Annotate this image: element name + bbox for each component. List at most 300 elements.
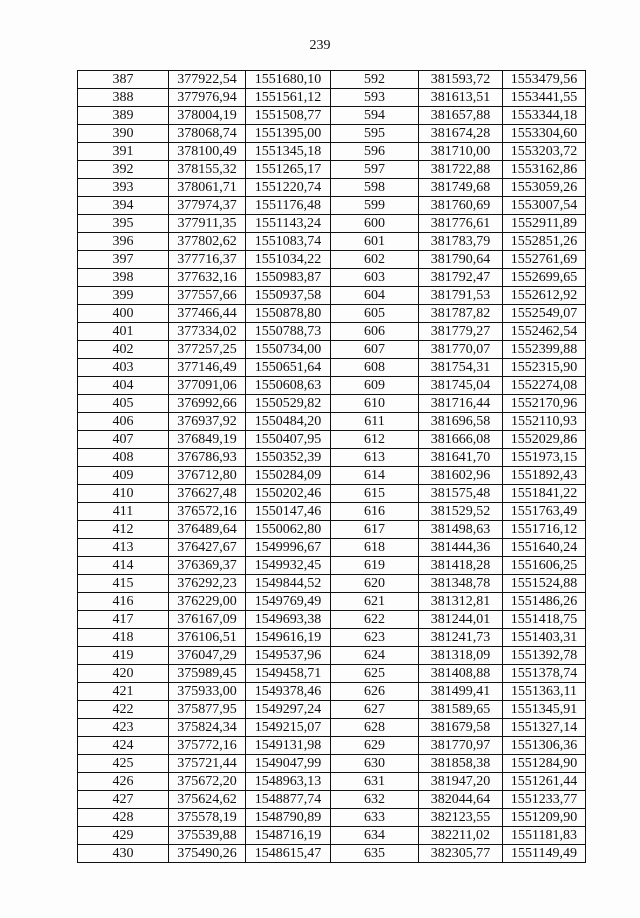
x-coordinate-cell: 381348,78 <box>419 575 503 593</box>
x-coordinate-cell: 375877,95 <box>169 701 246 719</box>
x-coordinate-cell: 375490,26 <box>169 845 246 863</box>
table-row <box>78 197 586 215</box>
y-coordinate-cell: 1551363,11 <box>503 683 586 701</box>
x-coordinate-cell: 375578,19 <box>169 809 246 827</box>
table-row <box>78 377 586 395</box>
x-coordinate-cell: 381408,88 <box>419 665 503 683</box>
y-coordinate-cell: 1550062,80 <box>246 521 331 539</box>
x-coordinate-cell: 377922,54 <box>169 71 246 89</box>
x-coordinate-cell: 381749,68 <box>419 179 503 197</box>
x-coordinate-cell: 382211,02 <box>419 827 503 845</box>
point-number-cell: 614 <box>331 467 419 485</box>
x-coordinate-cell: 381666,08 <box>419 431 503 449</box>
x-coordinate-cell: 381613,51 <box>419 89 503 107</box>
point-number-cell: 613 <box>331 449 419 467</box>
point-number-cell: 617 <box>331 521 419 539</box>
x-coordinate-cell: 377974,37 <box>169 197 246 215</box>
point-number-cell: 414 <box>78 557 169 575</box>
x-coordinate-cell: 376489,64 <box>169 521 246 539</box>
point-number-cell: 394 <box>78 197 169 215</box>
x-coordinate-cell: 375989,45 <box>169 665 246 683</box>
point-number-cell: 419 <box>78 647 169 665</box>
y-coordinate-cell: 1548963,13 <box>246 773 331 791</box>
point-number-cell: 607 <box>331 341 419 359</box>
x-coordinate-cell: 381529,52 <box>419 503 503 521</box>
y-coordinate-cell: 1552851,26 <box>503 233 586 251</box>
y-coordinate-cell: 1553304,60 <box>503 125 586 143</box>
y-coordinate-cell: 1549616,19 <box>246 629 331 647</box>
table-row <box>78 359 586 377</box>
x-coordinate-cell: 378004,19 <box>169 107 246 125</box>
point-number-cell: 601 <box>331 233 419 251</box>
point-number-cell: 415 <box>78 575 169 593</box>
table-row <box>78 719 586 737</box>
x-coordinate-cell: 381791,53 <box>419 287 503 305</box>
point-number-cell: 411 <box>78 503 169 521</box>
y-coordinate-cell: 1549131,98 <box>246 737 331 755</box>
table-row <box>78 287 586 305</box>
y-coordinate-cell: 1552029,86 <box>503 431 586 449</box>
point-number-cell: 619 <box>331 557 419 575</box>
table-row <box>78 773 586 791</box>
table-row <box>78 467 586 485</box>
x-coordinate-cell: 378100,49 <box>169 143 246 161</box>
y-coordinate-cell: 1551345,18 <box>246 143 331 161</box>
point-number-cell: 387 <box>78 71 169 89</box>
point-number-cell: 631 <box>331 773 419 791</box>
y-coordinate-cell: 1550529,82 <box>246 395 331 413</box>
x-coordinate-cell: 381589,65 <box>419 701 503 719</box>
point-number-cell: 616 <box>331 503 419 521</box>
x-coordinate-cell: 381657,88 <box>419 107 503 125</box>
x-coordinate-cell: 381641,70 <box>419 449 503 467</box>
y-coordinate-cell: 1550202,46 <box>246 485 331 503</box>
y-coordinate-cell: 1550734,00 <box>246 341 331 359</box>
y-coordinate-cell: 1548790,89 <box>246 809 331 827</box>
y-coordinate-cell: 1550937,58 <box>246 287 331 305</box>
y-coordinate-cell: 1552612,92 <box>503 287 586 305</box>
y-coordinate-cell: 1553162,86 <box>503 161 586 179</box>
x-coordinate-cell: 376937,92 <box>169 413 246 431</box>
y-coordinate-cell: 1551973,15 <box>503 449 586 467</box>
point-number-cell: 624 <box>331 647 419 665</box>
y-coordinate-cell: 1549932,45 <box>246 557 331 575</box>
coordinates-table <box>77 70 586 863</box>
x-coordinate-cell: 375672,20 <box>169 773 246 791</box>
x-coordinate-cell: 381241,73 <box>419 629 503 647</box>
x-coordinate-cell: 381318,09 <box>419 647 503 665</box>
x-coordinate-cell: 381696,58 <box>419 413 503 431</box>
x-coordinate-cell: 376786,93 <box>169 449 246 467</box>
y-coordinate-cell: 1551083,74 <box>246 233 331 251</box>
x-coordinate-cell: 381498,63 <box>419 521 503 539</box>
point-number-cell: 426 <box>78 773 169 791</box>
x-coordinate-cell: 377911,35 <box>169 215 246 233</box>
point-number-cell: 606 <box>331 323 419 341</box>
x-coordinate-cell: 377334,02 <box>169 323 246 341</box>
y-coordinate-cell: 1550407,95 <box>246 431 331 449</box>
y-coordinate-cell: 1549047,99 <box>246 755 331 773</box>
point-number-cell: 627 <box>331 701 419 719</box>
point-number-cell: 596 <box>331 143 419 161</box>
x-coordinate-cell: 375721,44 <box>169 755 246 773</box>
point-number-cell: 605 <box>331 305 419 323</box>
point-number-cell: 593 <box>331 89 419 107</box>
y-coordinate-cell: 1550484,20 <box>246 413 331 431</box>
x-coordinate-cell: 381722,88 <box>419 161 503 179</box>
x-coordinate-cell: 377557,66 <box>169 287 246 305</box>
y-coordinate-cell: 1551680,10 <box>246 71 331 89</box>
table-row <box>78 593 586 611</box>
table-row <box>78 431 586 449</box>
point-number-cell: 388 <box>78 89 169 107</box>
y-coordinate-cell: 1549996,67 <box>246 539 331 557</box>
point-number-cell: 430 <box>78 845 169 863</box>
point-number-cell: 396 <box>78 233 169 251</box>
y-coordinate-cell: 1551149,49 <box>503 845 586 863</box>
x-coordinate-cell: 377802,62 <box>169 233 246 251</box>
x-coordinate-cell: 376849,19 <box>169 431 246 449</box>
y-coordinate-cell: 1551181,83 <box>503 827 586 845</box>
point-number-cell: 612 <box>331 431 419 449</box>
y-coordinate-cell: 1551176,48 <box>246 197 331 215</box>
x-coordinate-cell: 381760,69 <box>419 197 503 215</box>
y-coordinate-cell: 1551716,12 <box>503 521 586 539</box>
y-coordinate-cell: 1552911,89 <box>503 215 586 233</box>
y-coordinate-cell: 1553203,72 <box>503 143 586 161</box>
y-coordinate-cell: 1549297,24 <box>246 701 331 719</box>
point-number-cell: 427 <box>78 791 169 809</box>
point-number-cell: 420 <box>78 665 169 683</box>
y-coordinate-cell: 1552699,65 <box>503 269 586 287</box>
x-coordinate-cell: 377257,25 <box>169 341 246 359</box>
point-number-cell: 421 <box>78 683 169 701</box>
point-number-cell: 620 <box>331 575 419 593</box>
point-number-cell: 405 <box>78 395 169 413</box>
y-coordinate-cell: 1551284,90 <box>503 755 586 773</box>
table-row <box>78 611 586 629</box>
point-number-cell: 416 <box>78 593 169 611</box>
point-number-cell: 402 <box>78 341 169 359</box>
point-number-cell: 626 <box>331 683 419 701</box>
y-coordinate-cell: 1552549,07 <box>503 305 586 323</box>
x-coordinate-cell: 378155,32 <box>169 161 246 179</box>
point-number-cell: 389 <box>78 107 169 125</box>
table-row <box>78 449 586 467</box>
x-coordinate-cell: 381947,20 <box>419 773 503 791</box>
point-number-cell: 407 <box>78 431 169 449</box>
point-number-cell: 625 <box>331 665 419 683</box>
x-coordinate-cell: 382305,77 <box>419 845 503 863</box>
y-coordinate-cell: 1551606,25 <box>503 557 586 575</box>
table-row <box>78 125 586 143</box>
x-coordinate-cell: 376167,09 <box>169 611 246 629</box>
table-row <box>78 251 586 269</box>
point-number-cell: 609 <box>331 377 419 395</box>
point-number-cell: 428 <box>78 809 169 827</box>
y-coordinate-cell: 1553479,56 <box>503 71 586 89</box>
x-coordinate-cell: 381710,00 <box>419 143 503 161</box>
x-coordinate-cell: 376712,80 <box>169 467 246 485</box>
x-coordinate-cell: 381783,79 <box>419 233 503 251</box>
x-coordinate-cell: 381779,27 <box>419 323 503 341</box>
point-number-cell: 611 <box>331 413 419 431</box>
point-number-cell: 400 <box>78 305 169 323</box>
table-row <box>78 413 586 431</box>
y-coordinate-cell: 1551640,24 <box>503 539 586 557</box>
y-coordinate-cell: 1549458,71 <box>246 665 331 683</box>
y-coordinate-cell: 1551143,24 <box>246 215 331 233</box>
x-coordinate-cell: 375539,88 <box>169 827 246 845</box>
table-row <box>78 179 586 197</box>
y-coordinate-cell: 1548716,19 <box>246 827 331 845</box>
point-number-cell: 391 <box>78 143 169 161</box>
y-coordinate-cell: 1552170,96 <box>503 395 586 413</box>
x-coordinate-cell: 376229,00 <box>169 593 246 611</box>
x-coordinate-cell: 381787,82 <box>419 305 503 323</box>
y-coordinate-cell: 1551392,78 <box>503 647 586 665</box>
y-coordinate-cell: 1550147,46 <box>246 503 331 521</box>
table-row <box>78 755 586 773</box>
x-coordinate-cell: 382044,64 <box>419 791 503 809</box>
x-coordinate-cell: 381745,04 <box>419 377 503 395</box>
table-row <box>78 485 586 503</box>
table-row <box>78 665 586 683</box>
point-number-cell: 599 <box>331 197 419 215</box>
point-number-cell: 395 <box>78 215 169 233</box>
table-row <box>78 809 586 827</box>
point-number-cell: 628 <box>331 719 419 737</box>
point-number-cell: 629 <box>331 737 419 755</box>
y-coordinate-cell: 1553007,54 <box>503 197 586 215</box>
x-coordinate-cell: 381858,38 <box>419 755 503 773</box>
y-coordinate-cell: 1551261,44 <box>503 773 586 791</box>
y-coordinate-cell: 1553344,18 <box>503 107 586 125</box>
x-coordinate-cell: 381776,61 <box>419 215 503 233</box>
y-coordinate-cell: 1549769,49 <box>246 593 331 611</box>
y-coordinate-cell: 1551561,12 <box>246 89 331 107</box>
x-coordinate-cell: 376292,23 <box>169 575 246 593</box>
y-coordinate-cell: 1552315,90 <box>503 359 586 377</box>
table-row <box>78 215 586 233</box>
point-number-cell: 422 <box>78 701 169 719</box>
point-number-cell: 390 <box>78 125 169 143</box>
point-number-cell: 406 <box>78 413 169 431</box>
point-number-cell: 598 <box>331 179 419 197</box>
table-row <box>78 107 586 125</box>
table-row <box>78 629 586 647</box>
point-number-cell: 603 <box>331 269 419 287</box>
point-number-cell: 633 <box>331 809 419 827</box>
table-row <box>78 395 586 413</box>
table-row <box>78 503 586 521</box>
y-coordinate-cell: 1549693,38 <box>246 611 331 629</box>
y-coordinate-cell: 1550608,63 <box>246 377 331 395</box>
x-coordinate-cell: 376369,37 <box>169 557 246 575</box>
table-row <box>78 557 586 575</box>
point-number-cell: 622 <box>331 611 419 629</box>
point-number-cell: 623 <box>331 629 419 647</box>
y-coordinate-cell: 1549378,46 <box>246 683 331 701</box>
point-number-cell: 397 <box>78 251 169 269</box>
table-row <box>78 143 586 161</box>
y-coordinate-cell: 1551508,77 <box>246 107 331 125</box>
point-number-cell: 597 <box>331 161 419 179</box>
y-coordinate-cell: 1551524,88 <box>503 575 586 593</box>
y-coordinate-cell: 1549844,52 <box>246 575 331 593</box>
y-coordinate-cell: 1551841,22 <box>503 485 586 503</box>
table-row <box>78 737 586 755</box>
x-coordinate-cell: 376572,16 <box>169 503 246 521</box>
x-coordinate-cell: 381716,44 <box>419 395 503 413</box>
x-coordinate-cell: 381770,97 <box>419 737 503 755</box>
page-number: 239 <box>309 38 331 53</box>
point-number-cell: 392 <box>78 161 169 179</box>
y-coordinate-cell: 1549537,96 <box>246 647 331 665</box>
x-coordinate-cell: 381444,36 <box>419 539 503 557</box>
point-number-cell: 634 <box>331 827 419 845</box>
point-number-cell: 404 <box>78 377 169 395</box>
x-coordinate-cell: 381499,41 <box>419 683 503 701</box>
y-coordinate-cell: 1549215,07 <box>246 719 331 737</box>
x-coordinate-cell: 381792,47 <box>419 269 503 287</box>
y-coordinate-cell: 1551418,75 <box>503 611 586 629</box>
y-coordinate-cell: 1551892,43 <box>503 467 586 485</box>
x-coordinate-cell: 381593,72 <box>419 71 503 89</box>
x-coordinate-cell: 381602,96 <box>419 467 503 485</box>
x-coordinate-cell: 376627,48 <box>169 485 246 503</box>
x-coordinate-cell: 376106,51 <box>169 629 246 647</box>
x-coordinate-cell: 376992,66 <box>169 395 246 413</box>
table-row <box>78 845 586 863</box>
y-coordinate-cell: 1551327,14 <box>503 719 586 737</box>
table-row <box>78 827 586 845</box>
x-coordinate-cell: 378068,74 <box>169 125 246 143</box>
x-coordinate-cell: 376427,67 <box>169 539 246 557</box>
x-coordinate-cell: 375624,62 <box>169 791 246 809</box>
table-row <box>78 647 586 665</box>
point-number-cell: 412 <box>78 521 169 539</box>
point-number-cell: 615 <box>331 485 419 503</box>
y-coordinate-cell: 1551763,49 <box>503 503 586 521</box>
table-row <box>78 539 586 557</box>
point-number-cell: 429 <box>78 827 169 845</box>
table-row <box>78 323 586 341</box>
point-number-cell: 592 <box>331 71 419 89</box>
x-coordinate-cell: 381418,28 <box>419 557 503 575</box>
table-row <box>78 71 586 89</box>
x-coordinate-cell: 377976,94 <box>169 89 246 107</box>
point-number-cell: 401 <box>78 323 169 341</box>
y-coordinate-cell: 1553441,55 <box>503 89 586 107</box>
coordinates-table-body <box>78 71 586 863</box>
x-coordinate-cell: 381244,01 <box>419 611 503 629</box>
point-number-cell: 409 <box>78 467 169 485</box>
point-number-cell: 610 <box>331 395 419 413</box>
table-row <box>78 269 586 287</box>
point-number-cell: 393 <box>78 179 169 197</box>
x-coordinate-cell: 377466,44 <box>169 305 246 323</box>
point-number-cell: 621 <box>331 593 419 611</box>
x-coordinate-cell: 377091,06 <box>169 377 246 395</box>
point-number-cell: 425 <box>78 755 169 773</box>
y-coordinate-cell: 1551265,17 <box>246 161 331 179</box>
point-number-cell: 600 <box>331 215 419 233</box>
y-coordinate-cell: 1552462,54 <box>503 323 586 341</box>
y-coordinate-cell: 1551034,22 <box>246 251 331 269</box>
point-number-cell: 424 <box>78 737 169 755</box>
x-coordinate-cell: 381312,81 <box>419 593 503 611</box>
x-coordinate-cell: 377632,16 <box>169 269 246 287</box>
x-coordinate-cell: 377716,37 <box>169 251 246 269</box>
point-number-cell: 604 <box>331 287 419 305</box>
point-number-cell: 408 <box>78 449 169 467</box>
y-coordinate-cell: 1548877,74 <box>246 791 331 809</box>
y-coordinate-cell: 1552110,93 <box>503 413 586 431</box>
x-coordinate-cell: 378061,71 <box>169 179 246 197</box>
point-number-cell: 423 <box>78 719 169 737</box>
y-coordinate-cell: 1550878,80 <box>246 305 331 323</box>
point-number-cell: 417 <box>78 611 169 629</box>
point-number-cell: 595 <box>331 125 419 143</box>
y-coordinate-cell: 1551306,36 <box>503 737 586 755</box>
y-coordinate-cell: 1551209,90 <box>503 809 586 827</box>
point-number-cell: 635 <box>331 845 419 863</box>
x-coordinate-cell: 382123,55 <box>419 809 503 827</box>
table-row <box>78 521 586 539</box>
x-coordinate-cell: 381575,48 <box>419 485 503 503</box>
y-coordinate-cell: 1552761,69 <box>503 251 586 269</box>
table-row <box>78 161 586 179</box>
point-number-cell: 418 <box>78 629 169 647</box>
point-number-cell: 602 <box>331 251 419 269</box>
point-number-cell: 413 <box>78 539 169 557</box>
y-coordinate-cell: 1551403,31 <box>503 629 586 647</box>
point-number-cell: 608 <box>331 359 419 377</box>
x-coordinate-cell: 377146,49 <box>169 359 246 377</box>
x-coordinate-cell: 381770,07 <box>419 341 503 359</box>
x-coordinate-cell: 381674,28 <box>419 125 503 143</box>
x-coordinate-cell: 376047,29 <box>169 647 246 665</box>
table-row <box>78 575 586 593</box>
y-coordinate-cell: 1548615,47 <box>246 845 331 863</box>
point-number-cell: 630 <box>331 755 419 773</box>
y-coordinate-cell: 1551378,74 <box>503 665 586 683</box>
y-coordinate-cell: 1551395,00 <box>246 125 331 143</box>
y-coordinate-cell: 1551486,26 <box>503 593 586 611</box>
table-row <box>78 683 586 701</box>
x-coordinate-cell: 381679,58 <box>419 719 503 737</box>
point-number-cell: 594 <box>331 107 419 125</box>
table-row <box>78 701 586 719</box>
point-number-cell: 403 <box>78 359 169 377</box>
table-row <box>78 305 586 323</box>
point-number-cell: 410 <box>78 485 169 503</box>
y-coordinate-cell: 1551220,74 <box>246 179 331 197</box>
table-row <box>78 341 586 359</box>
y-coordinate-cell: 1552399,88 <box>503 341 586 359</box>
table-row <box>78 233 586 251</box>
y-coordinate-cell: 1552274,08 <box>503 377 586 395</box>
y-coordinate-cell: 1550352,39 <box>246 449 331 467</box>
y-coordinate-cell: 1550983,87 <box>246 269 331 287</box>
point-number-cell: 398 <box>78 269 169 287</box>
y-coordinate-cell: 1550788,73 <box>246 323 331 341</box>
x-coordinate-cell: 381790,64 <box>419 251 503 269</box>
y-coordinate-cell: 1550651,64 <box>246 359 331 377</box>
x-coordinate-cell: 375824,34 <box>169 719 246 737</box>
x-coordinate-cell: 375933,00 <box>169 683 246 701</box>
